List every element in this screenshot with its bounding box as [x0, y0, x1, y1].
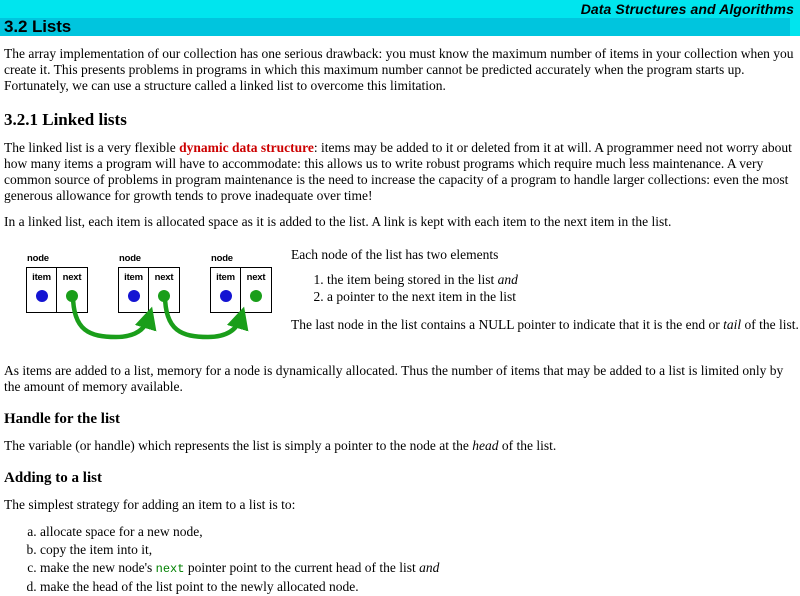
list-node-3	[210, 252, 272, 313]
step-b-text: copy the item into it,	[40, 542, 153, 558]
linked-list-diagram	[4, 245, 289, 353]
adding-intro: The simplest strategy for adding an item to a list is to:	[4, 497, 296, 513]
tail-note-after: of the list.	[741, 317, 799, 333]
linked-list-figure	[4, 245, 799, 353]
intro-paragraph: The array implementation of our collection has one serious drawback: you must know the maximum number of items in your collection when you create it. This presents problems in programs in which this maximum number cannot be predicted accurately when the program starts up. Fortunately, we can use a structure called a linked list to overcome this limitation.	[4, 46, 794, 94]
step-c-after: pointer point to the current head of the list	[184, 560, 420, 576]
step-d-text: make the head of the list point to the newly allocated node.	[40, 579, 359, 595]
next-label: next	[154, 271, 174, 283]
node-label: node	[27, 252, 49, 264]
node-part-2-text: a pointer to the next item in the list	[327, 288, 516, 304]
tail-note-before: The last node in the list contains a NULL pointer to indicate that it is the end or	[291, 317, 724, 333]
dynamic-data-structure-term: dynamic data structure	[179, 139, 314, 155]
node-elements-list	[291, 272, 800, 306]
node-next-cell	[149, 268, 179, 312]
item-dot-icon	[220, 290, 232, 302]
next-pointer-dot-icon	[158, 290, 170, 302]
adding-steps-list	[4, 523, 796, 596]
course-title: Data Structures and Algorithms	[580, 1, 794, 17]
node-label: node	[211, 252, 233, 264]
node-item-cell	[211, 268, 241, 312]
list-node-2	[118, 252, 180, 313]
list-item	[327, 272, 800, 289]
node-label: node	[119, 252, 141, 264]
node-next-cell	[57, 268, 87, 312]
item-dot-icon	[36, 290, 48, 302]
tail-emphasis: tail	[723, 317, 742, 333]
heading-linked-lists: 3.2.1 Linked lists	[4, 109, 127, 129]
node-box	[118, 267, 180, 313]
heading-adding-to-a-list: Adding to a list	[4, 470, 102, 487]
tail-note	[291, 317, 800, 333]
linked-lists-paragraph-2: In a linked list, each item is allocated space as it is added to the list. A link is kept with each item to the next item in the list.	[4, 214, 672, 230]
step-c-before: make the new node's	[40, 560, 156, 576]
node-next-cell	[241, 268, 271, 312]
step-a-text: allocate space for a new node,	[40, 524, 203, 540]
heading-handle-for-the-list: Handle for the list	[4, 410, 120, 427]
handle-paragraph	[4, 438, 796, 454]
node-item-cell	[119, 268, 149, 312]
node-item-cell	[27, 268, 57, 312]
list-node-1	[26, 252, 88, 313]
list-item	[40, 559, 796, 578]
node-elements-intro: Each node of the list has two elements	[291, 246, 499, 262]
linked-lists-paragraph-1	[4, 140, 796, 205]
next-label: next	[246, 271, 266, 283]
next-pointer-dot-icon	[66, 290, 78, 302]
handle-after: of the list.	[498, 437, 557, 453]
step-c-emphasis: and	[419, 560, 440, 576]
node-box	[210, 267, 272, 313]
item-label: item	[124, 271, 143, 283]
head-emphasis: head	[472, 437, 499, 453]
item-dot-icon	[128, 290, 140, 302]
ll-p1-before: The linked list is a very flexible	[4, 139, 180, 155]
ll-p1-after: : items may be added to it or deleted from it at will. A programmer need not worry about how many items a program will have to accommodate: this allows us to write robust programs which require much less maintenance. A very common source of problems in program maintenance is the need to increase the capacity of a program to handle larger collections: even the most generous allowance for growth tends to prove inadequate over time!	[4, 139, 792, 204]
node-part-1-emphasis: and	[497, 271, 518, 287]
item-label: item	[32, 271, 51, 283]
node-part-1-text: the item being stored in the list	[327, 271, 498, 287]
next-keyword: next	[155, 562, 185, 577]
null-pointer-dot-icon	[250, 290, 262, 302]
page-banner	[0, 0, 800, 36]
node-elements-explanation	[291, 245, 800, 334]
document-body	[0, 46, 800, 596]
list-item	[40, 523, 796, 541]
next-label: next	[62, 271, 82, 283]
section-title-bar	[0, 18, 790, 36]
page-title: 3.2 Lists	[4, 17, 72, 36]
list-item	[40, 541, 796, 559]
list-item	[327, 289, 800, 306]
item-label: item	[216, 271, 235, 283]
list-item	[40, 578, 796, 596]
handle-before: The variable (or handle) which represents the list is simply a pointer to the node at the	[4, 437, 473, 453]
memory-paragraph: As items are added to a list, memory for a node is dynamically allocated. Thus the number of items that may be added to a list is limited only by the amount of memory available.	[4, 362, 784, 394]
node-box	[26, 267, 88, 313]
